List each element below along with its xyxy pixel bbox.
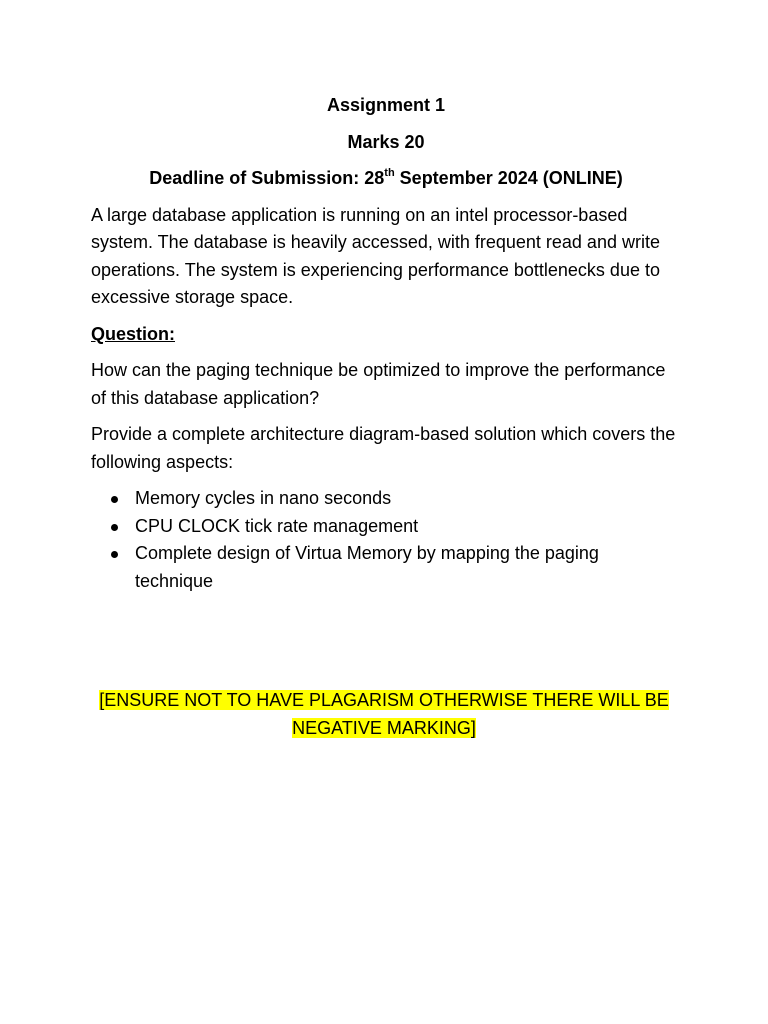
bullet-icon [111,524,118,531]
warning-line-2: NEGATIVE MARKING] [292,717,476,738]
assignment-title: Assignment 1 [326,95,446,115]
bullet-icon [111,551,118,558]
deadline-ordinal-suffix: th [384,167,395,179]
list-item [135,485,681,513]
warning-line-1: [ENSURE NOT TO HAVE PLAGARISM OTHERWISE THERE WILL BE [99,690,669,710]
list-item-text: Memory cycles in nano seconds [135,488,392,508]
marks-heading: Marks 20 [347,131,425,152]
question-paragraph: How can the paging technique be optimized to improve the performance of this database application? [91,360,666,408]
deadline-heading [91,165,681,193]
plagiarism-warning [91,687,677,742]
instructions-paragraph: Provide a complete architecture diagram-based solution which covers the following aspects: [91,424,676,472]
bullet-icon [111,496,118,503]
scenario-paragraph: A large database application is running on an intel processor-based system. The database is heavily accessed, with frequent read and write operations. The system is experiencing performance bottlenecks due to excessive storage space. [91,204,660,307]
deadline-prefix: Deadline of Submission: 28 [149,168,385,188]
question-label: Question: [91,323,175,344]
list-item [135,540,681,595]
list-item-text: CPU CLOCK tick rate management [135,515,419,536]
aspects-list [91,485,681,595]
list-item-text: Complete design of Virtua Memory by mapping the paging technique [135,543,599,591]
list-item [135,513,681,541]
deadline-suffix: September 2024 (ONLINE) [394,168,623,188]
document-body [91,92,681,595]
